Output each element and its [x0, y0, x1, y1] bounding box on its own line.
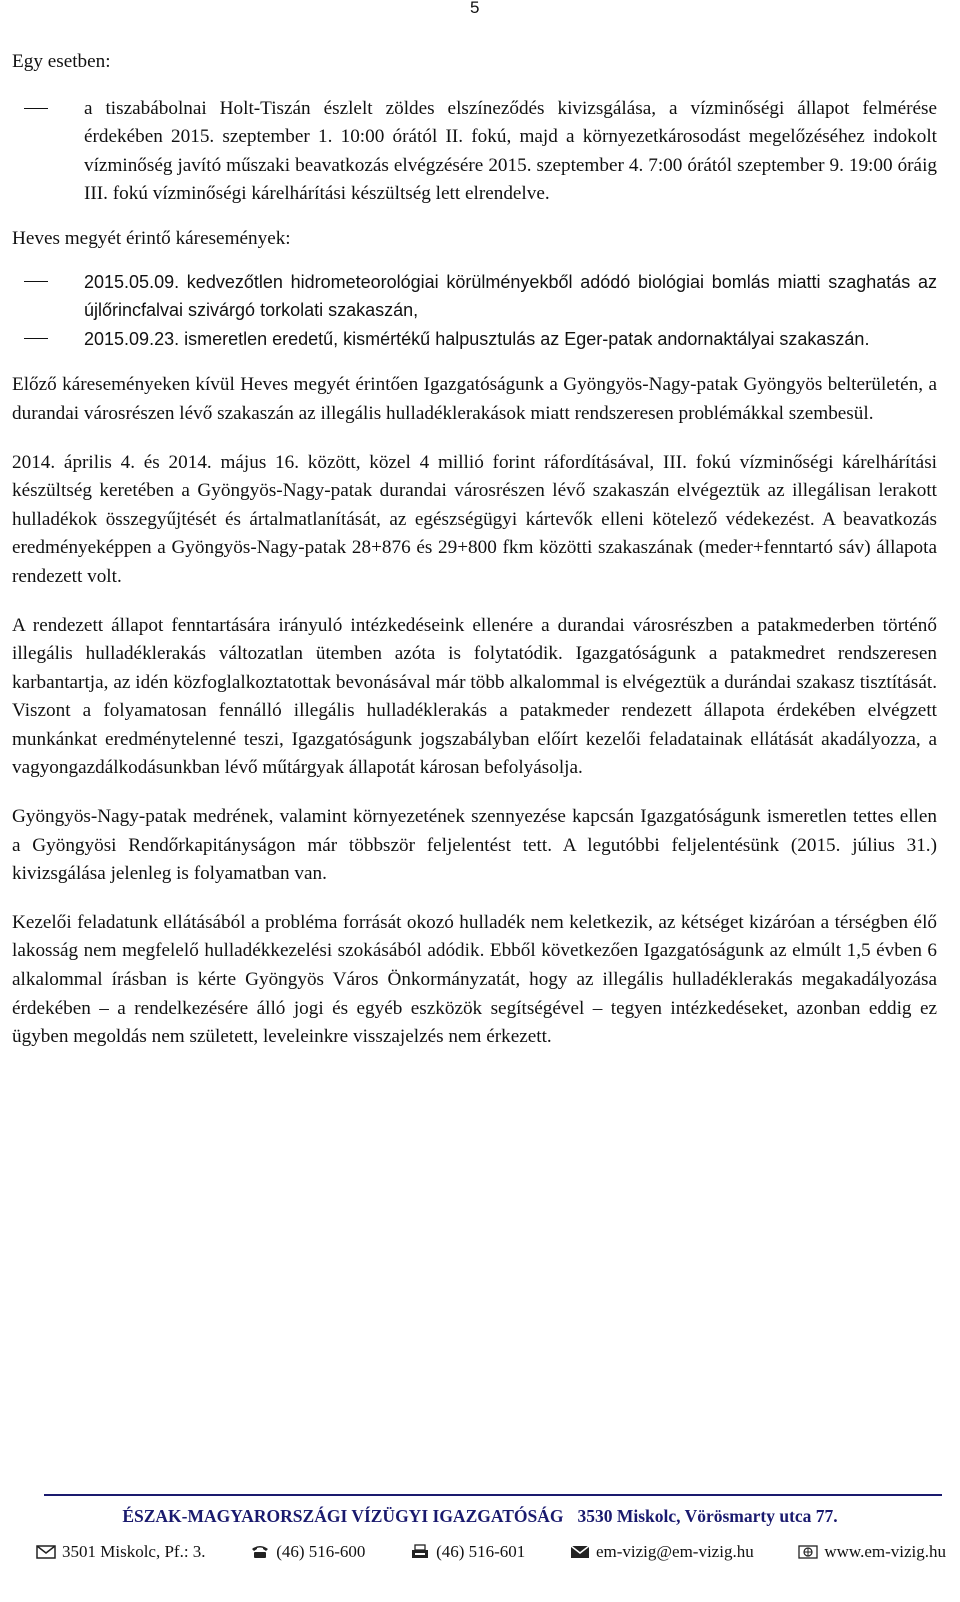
email-contact — [570, 1542, 754, 1562]
fax-icon — [410, 1544, 430, 1560]
fax-contact — [410, 1542, 525, 1562]
envelope-icon — [36, 1544, 56, 1560]
postal-address: 3501 Miskolc, Pf.: 3. — [62, 1542, 206, 1561]
paragraph: Gyöngyös-Nagy-patak medrének, valamint környezetének szennyezése kapcsán Igazgatóságunk ismeretlen tettes ellen a Gyöngyösi Rendőrkapitányságon már többször feljelentést tett. A legutóbbi feljelentésünk (2015. július 31.) kivizsgálása jelenleg is folyamatban van. — [12, 806, 937, 885]
list-item: 2015.09.23. ismeretlen eredetű, kismértékű halpusztulás az Eger-patak andornaktályai szakaszán. — [12, 325, 937, 354]
page-number: 5 — [470, 0, 480, 17]
list-item: a tiszabábolnai Holt-Tiszán észlelt zöldes elszíneződés kivizsgálása, a vízminőségi állapot felmérése érdekében 2015. szeptember 1. 10:00 órától II. fokú, majd a környezetkárosodást megelőzéséhez indokolt vízminőség javító műszaki beavatkozás elvégzésére 2015. szeptember 4. 7:00 órától szeptember 9. 19:00 óráig III. fokú vízminőségi kárelhárítási készültség lett elrendelve. — [12, 95, 937, 209]
paragraph: Előző káreseményeken kívül Heves megyét érintően Igazgatóságunk a Gyöngyös-Nagy-patak Gyöngyös belterületén, a durandai városrészen lévő szakaszán az illegális hulladéklerakások miatt rendszeresen problémákkal szembesül. — [12, 374, 937, 424]
case-list — [12, 95, 937, 209]
phone-number[interactable]: (46) 516-600 — [276, 1542, 366, 1561]
footer-contacts — [36, 1542, 946, 1562]
footer-divider — [44, 1494, 942, 1496]
postal-contact — [36, 1542, 206, 1562]
web-icon — [798, 1544, 818, 1560]
email-address[interactable]: em-vizig@em-vizig.hu — [595, 1542, 754, 1561]
organization-address: 3530 Miskolc, Vörösmarty utca 77. — [577, 1506, 838, 1526]
phone-icon — [250, 1544, 270, 1560]
web-contact — [798, 1542, 946, 1562]
document-body — [12, 48, 937, 1052]
fax-number[interactable]: (46) 516-601 — [436, 1542, 526, 1561]
organization-name: ÉSZAK-MAGYARORSZÁGI VÍZÜGYI IGAZGATÓSÁG — [122, 1506, 564, 1526]
website-url[interactable]: www.em-vizig.hu — [824, 1542, 946, 1561]
list-item: 2015.05.09. kedvezőtlen hidrometeorológiai körülményekből adódó biológiai bomlás miatti szaghatás az újlőrincfalvai szivárgó torkolati szakaszán, — [12, 268, 937, 325]
paragraph: 2014. április 4. és 2014. május 16. között, közel 4 millió forint ráfordításával, III. fokú vízminőségi kárelhárítási készültség keretében a Gyöngyös-Nagy-patak durandai városrészen lévő szakaszán elvégeztük az illegálisan lerakott hulladékok összegyűjtését és ártalmatlanítását, az egészségügyi kártevők elleni kötelező védekezést. A beavatkozás eredményeképpen a Gyöngyös-Nagy-patak 28+876 és 29+800 fkm közötti szakaszának (meder+fenntartó sáv) állapota rendezett volt. — [12, 451, 937, 587]
section-heading: Heves megyét érintő káresemények: — [12, 227, 291, 249]
footer-organization — [0, 1506, 960, 1527]
heves-events-list — [12, 268, 937, 354]
intro-text: Egy esetben: — [12, 51, 111, 72]
email-icon — [570, 1544, 590, 1560]
paragraph: Kezelői feladatunk ellátásából a probléma forrását okozó hulladék nem keletkezik, az kétséget kizáróan a térségben élő lakosság nem megfelelő hulladékkezelési szokásából adódik. Ebből következően Igazgatóságunk az elmúlt 1,5 évben 6 alkalommal írásban is kérte Gyöngyös Város Önkormányzatát, hogy az illegális hulladéklerakás megakadályozása érdekében – a rendelkezésére álló jogi és egyéb eszközök segítségével – tegyen intézkedéseket, azonban eddig ez ügyben megoldás nem született, leveleinkre visszajelzés nem érkezett. — [12, 911, 937, 1048]
phone-contact — [250, 1542, 365, 1562]
paragraph: A rendezett állapot fenntartására irányuló intézkedéseink ellenére a durandai városrészben a patakmederben történő illegális hulladéklerakás változatlan ütemben azóta is folytatódik. Igazgatóságunk a patakmedret rendszeresen karbantartja, az idén közfoglalkoztatottak bevonásával már több alkalommal is elvégeztük a durándai szakasz tisztítását. Viszont a folyamatosan fennálló illegális hulladéklerakás a patakmeder rendezett állapota érdekében elvégzett munkánkat eredménytelenné teszi, Igazgatóságunk jogszabályban előírt kezelői feladatainak ellátását akadályozza, a vagyongazdálkodásunkban lévő műtárgyak állapotát károsan befolyásolja. — [12, 614, 937, 779]
